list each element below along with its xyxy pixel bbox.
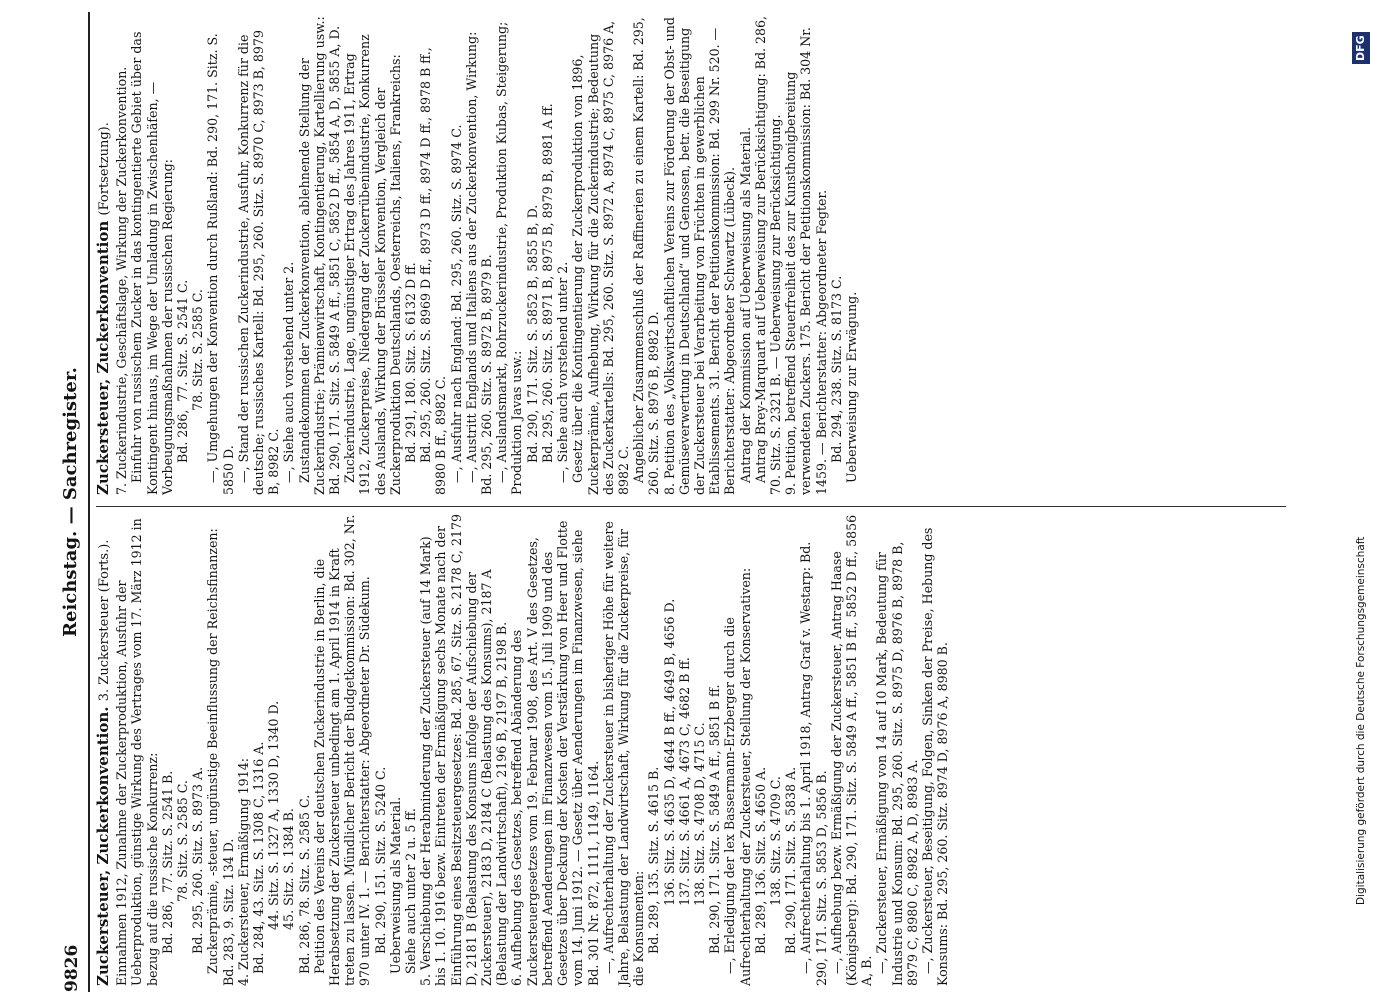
index-entry: Bd. 286, 78. Sitz. S. 2585 C. (296, 794, 312, 986)
index-entry: Zustandekommen der Zuckerkonvention, ablehnende Stellung der Zuckerindustrie; Prämienwirtschaft, Kontingentierung, Kartellierung usw.: Bd. 290, 171. Sitz. S. 5849 A ff., 5851 C, 5852 D ff., 5854 A, D, 5855 A, D. (296, 12, 343, 495)
column-left-heading-sub: 3. Zuckersteuer (Forts.). (97, 539, 112, 702)
index-entry: Zuckerprämie, -steuer, ungünstige Beeinflussung der Reichsfinanzen: Bd. 283, 9. Sitz. 134 D. (205, 524, 236, 986)
index-entry: —, Stand der russischen Zuckerindustrie, Ausfuhr, Konkurrenz für die deutsche; russisches Kartell: Bd. 295, 260. Sitz. S. 8970 C, 8973 B, 8979 B, 8982 C. (235, 26, 282, 495)
column-right-heading-sub: (Fortsetzung). (97, 122, 112, 216)
index-entry: Bd. 289, 136. Sitz. S. 4650 A. (752, 766, 768, 986)
column-left-heading (96, 514, 112, 986)
index-entry: Gesetz über die Kontingentierung der Zuckerproduktion von 1896, Zuckerprämie, Aufhebung, Wirkung für die Zuckerindustrie; Bedeutung des Zuckerkartells: Bd. 295, 260. Sitz. S. 8972 A, 8974 C, 8975 C, 8976 A, 8982 C. (570, 16, 631, 495)
index-entry: Bd. 290, 171. Sitz. S. 5852 B, 5855 B, D. (524, 204, 540, 495)
index-entry: 78. Sitz. S. 2585 C. (190, 289, 206, 495)
index-entry: —, Siehe auch vorstehend unter 2. (281, 261, 297, 495)
index-entry: —, Auslandsmarkt, Rohrzuckerindustrie, Produktion Kubas, Steigerung; Produktion Javas usw.: (494, 17, 525, 495)
index-entry: Bd. 284, 43. Sitz. S. 1308 C, 1316 A. (251, 741, 267, 986)
credit-text: Digitalisierung gefördert durch die Deutsche Forschungsgemeinschaft (1355, 536, 1367, 905)
index-entry: 8. Petition des „Volkswirtschaftlichen Vereins zur Förderung der Obst- und Gemüseverwertung in Deutschland“ und Genossen, betr. die Beseitigung der Zuckersteuer bei Verarbeitung von Früchten in gewerblichen Etablissements. 31. Bericht der Petitionskommission: Bd. 299 Nr. 520. — Berichterstatter: Abgeordneter Schwartz (Lübeck). (661, 13, 738, 495)
index-entry: Ueberweisung zur Erwägung. (843, 291, 859, 495)
index-entry: Einnahmen 1912, Zunahme der Zuckerproduktion, Ausfuhr der Ueberproduktion, günstige Wirkung des Vertrages vom 17. März 1912 in bezug auf die russische Konkurrenz: (114, 514, 160, 986)
index-entry: Bd. 291, 180. Sitz. S. 6132 D ff. (403, 262, 419, 495)
index-entry: 78. Sitz. S. 2585 C. (175, 780, 191, 986)
dfg-logo: DFG (1352, 32, 1370, 64)
column-right-heading (96, 15, 112, 495)
index-entry: 136. Sitz. S. 4635 D, 4644 B ff., 4649 B, 4656 D. (661, 598, 677, 986)
index-entry: —, Zuckersteuer, Beseitigung, Folgen, Sinken der Preise, Hebung des Konsums: Bd. 295, 260. Sitz. 8974 D, 8976 A, 8980 B. (919, 523, 951, 986)
index-entry: —, Zuckersteuer, Ermäßigung von 14 auf 10 Mark, Bedeutung für Industrie und Konsum: Bd. 295, 260. Sitz. S. 8975 D, 8976 B, 8978 B, 8979 C, 8980 C, 8982 A, D, 8983 A. (874, 537, 920, 986)
index-entry: 5. Verschiebung der Herabminderung der Zuckersteuer (auf 14 Mark) bis 1. 10. 1916 bezw. Eintreten der Ermäßigung sechs Monate nach der Einführung eines Besitzsteuergesetzes: Bd. 285, 67. Sitz. S. 2178 C, 2179 D, 2181 B (Belastung des Konsums infolge der Aufschiebung der Zuckersteuer), 2183 D, 2184 C (Belastung des Konsums), 2187 A (Belastung der Landwirtschaft), 2196 B, 2197 B, 2198 B. (418, 509, 510, 986)
index-entry: Bd. 295, 260. Sitz. S. 8973 A. (190, 766, 206, 986)
header-rule (88, 12, 90, 992)
index-entry: Petition des Vereins der deutschen Zuckerindustrie in Berlin, die Herabsetzung der Zuckersteuer unbedingt am 1. April 1914 in Kraft treten zu lassen. Mündlicher Bericht der Budgetkommission: Bd. 302, Nr. 970 unter IV. 1. — Berichterstatter: Abgeordneter Dr. Südekum. (311, 510, 373, 986)
column-right (94, 11, 859, 495)
index-entry: Bd. 295, 260. Sitz. S. 8969 D ff., 8973 D ff., 8974 D ff., 8978 B ff., 8980 B ff., 8982 C. (418, 43, 449, 495)
index-entry: 7. Zuckerindustrie, Geschäftslage, Wirkung der Zuckerkonvention. (114, 66, 130, 495)
index-entry: Antrag Brey-Marquart auf Ueberweisung zur Berücksichtigung: Bd. 286, 70. Sitz. S. 2321 B. — Ueberweisung zur Berücksichtigung. (752, 11, 783, 495)
index-entry: Einfuhr von russischem Zucker in das kontingentierte Gebiet über das Kontingent hinaus, im Wege der Umladung in Zwischenhäfen, — Vorbeugungsmaßnahmen der russischen Regierung: (129, 27, 175, 495)
index-entry: —, Aufhebung bezw. Ermäßigung der Zuckersteuer, Antrag Haase (Königsberg): Bd. 290, 171. Sitz. S. 5849 A ff., 5851 B ff., 5852 D ff., 5856 A, B. (828, 510, 875, 986)
index-entry: Antrag der Kommission auf Ueberweisung als Material. (737, 126, 753, 495)
index-entry: 137. Sitz. S. 4661 A, 4673 C, 4682 B ff. (676, 657, 692, 986)
index-entry: —, Aufrechterhaltung bis 1. April 1918, Antrag Graf v. Westarp: Bd. 290, 171. Sitz. S. 5853 D, 5856 B. (798, 537, 829, 986)
index-entry: Bd. 289, 135. Sitz. S. 4615 B. (646, 766, 662, 986)
column-left-heading-text: Zuckersteuer, Zuckerkonvention. (94, 706, 112, 986)
index-entry: Zuckerindustrie, Lage, ungünstiger Ertrag des Jahres 1911, Ertrag 1912, Zuckerpreise, Niedergang der Zuckerrübenindustrie, Konkurrenz des Auslands, Wirkung der Brüsseler Konvention, Vergleich der Zuckerproduktion Deutschlands, Oesterreichs, Italiens, Frankreichs: (342, 30, 403, 495)
index-entry: —, Austritt Englands und Italiens aus der Zuckerkonvention, Wirkung: Bd. 295, 260. Sitz. S. 8972 B, 8979 B. (463, 27, 495, 495)
index-entry: Bd. 290, 171. Sitz. S. 5849 A ff., 5851 B ff. (707, 684, 723, 986)
column-divider (96, 506, 1286, 507)
column-right-heading-text: Zuckersteuer, Zuckerkonvention (94, 220, 112, 495)
index-entry: Bd. 286, 77. Sitz. S. 2541 B. (159, 770, 175, 986)
index-entry: Bd. 295, 260. Sitz. S. 8971 B, 8975 B, 8979 B, 8981 A ff. (539, 103, 555, 495)
index-entry: 45. Sitz. S. 1384 B. (281, 808, 297, 986)
running-head: Reichstag. — Sachregister. (60, 367, 81, 637)
index-entry: Angeblicher Zusammenschluß der Raffinerien zu einem Kartell: Bd. 295, 260. Sitz. S. 8976 B, 8982 D. (631, 13, 662, 495)
index-entry: 138. Sitz. S. 4709 C. (767, 776, 783, 986)
index-entry: Bd. 290, 171. Sitz. S. 5838 A. (783, 766, 799, 986)
index-entry: —, Ausfuhr nach England: Bd. 295, 260. Sitz. S. 8974 C. (448, 124, 464, 495)
index-entry: 4. Zuckersteuer, Ermäßigung 1914: (235, 758, 251, 986)
index-entry: Bd. 290, 151. Sitz. S. 5240 C. (372, 766, 388, 986)
digitization-credit (1352, 0, 1374, 1000)
index-entry: 6. Aufhebung des Gesetzes, betreffend Abänderung des Zuckersteuergesetzes vom 19. Februar 1908, des Art. V des Gesetzes, betreffend Aenderungen im Finanzwesen vom 15. Juli 1909 und des Gesetzes über Deckung der Kosten der Verstärkung von Heer und Flotte vom 14. Juni 1912. — Gesetz über Aenderungen im Finanzwesen, siehe Bd. 301 Nr. 872, 1111, 1149, 1164. (509, 516, 601, 986)
index-entry: 9. Petition, betreffend Steuerfreiheit des zur Kunsthonigbereitung verwendeten Zuckers. 175. Bericht der Petitionskommission: Bd. 304 Nr. 1459. — Berichterstatter: Abgeordneter Fegter. (783, 23, 829, 495)
index-entry: Ueberweisung als Material. (387, 796, 403, 986)
page-number: 9826 (62, 944, 82, 992)
column-left (94, 509, 951, 986)
index-entry: —, Aufrechterhaltung der Zuckersteuer in bisheriger Höhe für weitere Jahre, Belastung der Landwirtschaft, Wirkung für die Zuckerpreise, für die Konsumenten: (600, 517, 647, 986)
index-entry: Siehe auch unter 2 u. 5 ff. (403, 808, 419, 986)
index-entry: 138. Sitz. S. 4708 D, 4715 C. (691, 722, 707, 986)
page-header (58, 12, 88, 992)
index-entry: —, Siehe auch vorstehend unter 2. (555, 261, 571, 495)
index-entry: Bd. 294, 238. Sitz. S. 8173 C. (828, 275, 844, 495)
index-entry: —, Erledigung der lex Bassermann-Erzberger durch die Aufrechterhaltung der Zuckersteuer, Stellung der Konservativen: (722, 567, 753, 986)
column-left-entries (114, 509, 951, 986)
index-entry: —, Umgehungen der Konvention durch Rußland: Bd. 290, 171. Sitz. S. 5850 D. (205, 29, 236, 495)
index-entry: Bd. 286, 77. Sitz. S. 2541 C. (175, 279, 191, 495)
column-right-entries (114, 11, 859, 495)
index-entry: 44. Sitz. S. 1327 A, 1330 D, 1340 D. (266, 700, 282, 986)
